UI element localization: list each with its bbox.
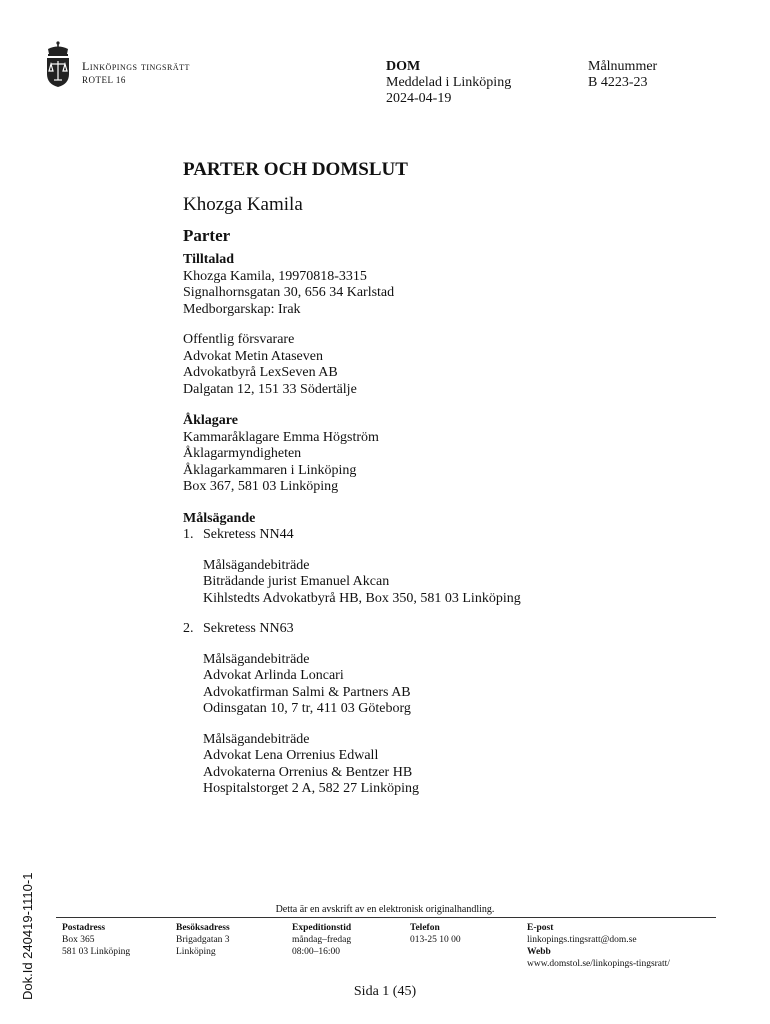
footer-note: Detta är en avskrift av en elektronisk originalhandling.: [275, 904, 495, 915]
issued-date: 2024-04-19: [386, 91, 452, 106]
footer-value: Linköping: [176, 947, 216, 957]
list-number: 1.: [183, 527, 194, 542]
injured-counsel: [183, 558, 743, 608]
case-number: B 4223-23: [588, 75, 648, 90]
footer-value: Box 365: [62, 935, 95, 945]
prosecutor-line: Åklagarmyndigheten: [183, 446, 302, 461]
footer-visit: [176, 922, 230, 958]
prosecutor-line: Kammaråklagare Emma Högström: [183, 429, 379, 445]
footer-label: Telefon: [410, 923, 440, 933]
list-number: 2.: [183, 621, 194, 636]
page-title: PARTER OCH DOMSLUT: [183, 159, 408, 180]
footer-value: Brigadgatan 3: [176, 935, 230, 945]
prosecutor-line: Åklagarkammaren i Linköping: [183, 462, 357, 478]
injured-item-1: [183, 527, 743, 544]
court-name: Linköpings tingsrätt: [82, 59, 190, 73]
accused-line: Khozga Kamila, 19970818-3315: [183, 268, 367, 284]
footer-postal: [62, 922, 130, 958]
case-meta: [588, 59, 657, 91]
counsel-line: Biträdande jurist Emanuel Akcan: [203, 574, 390, 589]
page-number: Sida 1 (45): [353, 984, 417, 999]
injured-counsel: [183, 732, 743, 798]
doc-type: DOM: [386, 59, 421, 74]
footer-phone: [410, 922, 461, 946]
footer-label: E-post: [527, 923, 554, 933]
injured-item-2: [183, 621, 743, 638]
issued-place: Meddelad i Linköping: [386, 75, 512, 90]
document-id: Dok.Id 240419-1110-1: [20, 872, 35, 1000]
court-logo-icon: [44, 40, 72, 93]
footer-divider: [56, 917, 716, 918]
footer-value: måndag–fredag: [292, 935, 352, 945]
rotel: ROTEL 16: [82, 75, 126, 85]
footer-label: Expeditionstid: [292, 923, 352, 933]
injured-heading: Målsägande: [183, 510, 256, 526]
injured-name: Sekretess NN63: [203, 621, 294, 636]
web-link[interactable]: www.domstol.se/linkopings-tingsratt/: [527, 959, 670, 969]
main-content: [183, 158, 743, 798]
counsel-line: Målsägandebiträde: [203, 731, 310, 747]
prosecutor-line: Box 367, 581 03 Linköping: [183, 479, 339, 494]
footer-value: 013-25 10 00: [410, 935, 461, 945]
injured-counsel: [183, 652, 743, 718]
footer-contact: [527, 922, 670, 970]
accused-line: Medborgarskap: Irak: [183, 301, 301, 317]
accused-line: Signalhornsgatan 30, 656 34 Karlstad: [183, 285, 395, 300]
counsel-line: Advokatbyrå LexSeven AB: [183, 365, 338, 380]
counsel-line: Advokatfirman Salmi & Partners AB: [203, 684, 411, 700]
injured-name: Sekretess NN44: [203, 527, 294, 542]
footer-label: Webb: [527, 947, 551, 957]
counsel-line: Odinsgatan 10, 7 tr, 411 03 Göteborg: [203, 701, 411, 716]
accused-heading: Tilltalad: [183, 252, 235, 267]
parties-heading: Parter: [183, 226, 231, 245]
counsel-line: Advokat Arlinda Loncari: [203, 668, 344, 683]
email-link[interactable]: linkopings.tingsratt@dom.se: [527, 935, 637, 945]
counsel-line: Advokaterna Orrenius & Bentzer HB: [203, 764, 413, 780]
doc-meta: [386, 59, 511, 107]
defendant-name: Khozga Kamila: [183, 194, 303, 215]
counsel-line: Kihlstedts Advokatbyrå HB, Box 350, 581 03 Linköping: [203, 590, 521, 606]
footer-label: Postadress: [62, 923, 106, 933]
counsel-line: Advokat Lena Orrenius Edwall: [203, 748, 379, 763]
footer-value: 581 03 Linköping: [62, 947, 131, 957]
footer-label: Besöksadress: [176, 923, 230, 933]
counsel-line: Advokat Metin Ataseven: [183, 348, 323, 364]
counsel-line: Dalgatan 12, 151 33 Södertälje: [183, 381, 357, 397]
counsel-line: Hospitalstorget 2 A, 582 27 Linköping: [203, 781, 419, 796]
prosecutor-heading: Åklagare: [183, 413, 238, 428]
footer-hours: [292, 922, 351, 958]
case-label: Målnummer: [588, 59, 658, 74]
footer-value: 08:00–16:00: [292, 947, 341, 957]
counsel-line: Offentlig försvarare: [183, 332, 295, 347]
counsel-line: Målsägandebiträde: [203, 557, 310, 573]
counsel-line: Målsägandebiträde: [203, 651, 310, 667]
